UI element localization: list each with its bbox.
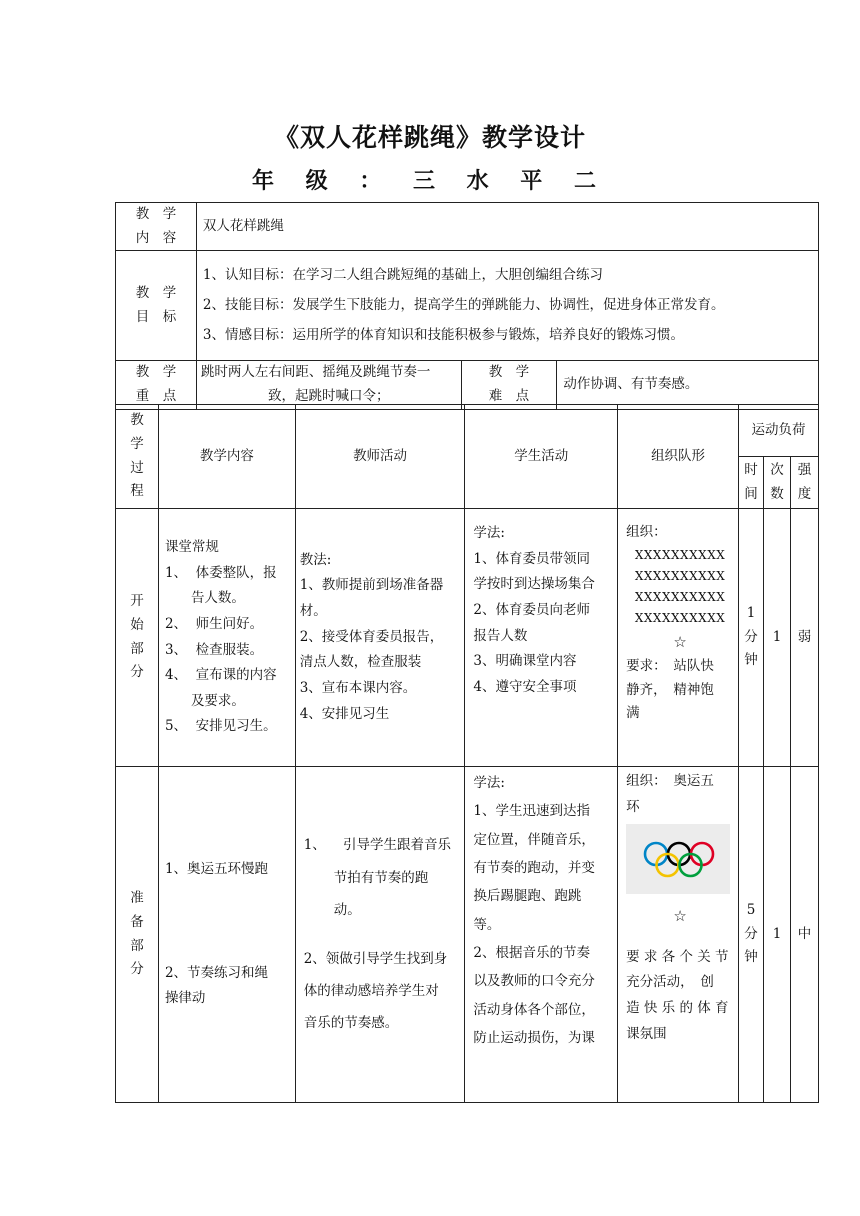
- formation-req-line: 充分活动， 创: [626, 974, 714, 991]
- item-text: 引导学生跟着音乐: [342, 837, 451, 854]
- content-label: [116, 203, 197, 251]
- time-char: 1: [746, 605, 756, 622]
- teacher-line: 音乐的节奏感。: [303, 1015, 399, 1032]
- grade-line: 年 级 ： 三 水 平 二: [252, 168, 608, 194]
- student-line: 3、明确课堂内容: [473, 653, 577, 670]
- section-char: 始: [130, 616, 144, 633]
- student-line: 2、根据音乐的节奏: [473, 945, 591, 962]
- difficulty-label-line: 教 学: [488, 364, 530, 381]
- student-line: 活动身体各个部位，: [473, 1001, 595, 1018]
- formation-row: XXXXXXXXXX: [634, 568, 726, 583]
- prep-teacher: [295, 767, 465, 1103]
- time-char: 时: [744, 461, 758, 478]
- student-title: 学法:: [473, 525, 505, 541]
- time-char: 分: [744, 925, 758, 942]
- student-line: 1、体育委员带领同: [473, 550, 591, 567]
- formation-title: 组织：: [626, 524, 667, 540]
- goals-label-line: 教 学: [135, 285, 177, 302]
- formation-row: XXXXXXXXXX: [634, 547, 726, 562]
- document-title: 《双人花样跳绳》教学设计: [273, 123, 586, 152]
- student-title: 学法:: [473, 775, 505, 791]
- intensity-char: 强: [797, 461, 812, 478]
- section-char: 备: [130, 913, 144, 930]
- count-char: 次: [770, 461, 784, 478]
- student-line: 4、遵守安全事项: [473, 678, 577, 695]
- prep-section-label: [116, 767, 159, 1103]
- student-line: 等。: [473, 916, 501, 933]
- section-char: 分: [130, 664, 144, 681]
- item-number: 1、: [303, 837, 326, 854]
- item-number: 5、: [164, 718, 188, 735]
- student-line: 以及教师的口令充分: [473, 973, 595, 990]
- item-text: 体委整队，报: [195, 564, 277, 581]
- prep-intensity: 中: [790, 767, 818, 1103]
- student-line: 报告人数: [473, 627, 528, 644]
- prep-content: [158, 767, 295, 1103]
- prep-time: [739, 767, 764, 1103]
- formation-req-line: 造 快 乐 的 体 育: [626, 1000, 729, 1017]
- start-formation: [618, 509, 739, 767]
- student-line: 换后踢腿跑、跑跳: [473, 888, 582, 905]
- student-line: 有节奏的跑动，并变: [473, 860, 595, 877]
- formation-req-line: 要 求 各 个 关 节: [626, 948, 729, 965]
- goal-item: 2、技能目标：发展学生下肢能力，提高学生的弹跳能力、协调性，促进身体正常发育。: [202, 296, 725, 313]
- item-number: 1、: [164, 564, 188, 581]
- section-char: 开: [130, 593, 144, 610]
- process-char: 学: [130, 435, 144, 452]
- process-char: 程: [130, 483, 144, 500]
- formation-title: 组织： 奥运五: [626, 773, 714, 789]
- formation-header: 组织队形: [618, 405, 739, 509]
- teacher-item: [304, 829, 461, 861]
- prep-student: [465, 767, 618, 1103]
- time-char: 间: [744, 485, 758, 502]
- teacher-line: 清点人数，检查服装: [299, 654, 422, 671]
- header-row: [116, 405, 819, 457]
- time-char: 钟: [744, 949, 758, 966]
- item-text: 宣布课的内容: [195, 667, 277, 684]
- item-text: 告人数。: [190, 590, 245, 607]
- item-text: 动。: [333, 902, 361, 919]
- focus-value-line: 跳时两人左右间距、摇绳及跳绳节奏一: [200, 364, 431, 381]
- formation-row: XXXXXXXXXX: [634, 589, 726, 604]
- formation-row: XXXXXXXXXX: [634, 610, 726, 625]
- item-text: 节拍有节奏的跑: [333, 869, 429, 886]
- difficulty-label: [461, 361, 557, 409]
- load-header: 运动负荷: [739, 405, 819, 457]
- content-value: 双人花样跳绳: [196, 203, 818, 251]
- formation-req-line: 要求： 站队快: [626, 657, 714, 674]
- prep-row: [116, 767, 819, 1103]
- teacher-line: 体的律动感培养学生对: [303, 982, 439, 999]
- time-char: 钟: [744, 652, 758, 669]
- content-label-line: 教 学: [135, 206, 177, 222]
- focus-value-line: 致，起跳时喊口令；: [267, 387, 390, 404]
- intensity-char: 度: [797, 485, 812, 502]
- section-char: 分: [130, 961, 144, 978]
- start-section-label: [116, 509, 159, 767]
- item-text: 及要求。: [190, 692, 245, 709]
- start-count: 1: [764, 509, 791, 767]
- formation-req-line: 课氛围: [626, 1025, 667, 1042]
- focus-row: [116, 361, 819, 409]
- teacher-line: 3、宣布本课内容。: [299, 679, 417, 696]
- student-line: 1、学生迅速到达指: [473, 803, 591, 820]
- teacher-title: 教法:: [299, 551, 332, 568]
- focus-value: [196, 361, 461, 409]
- student-line: 2、体育委员向老师: [473, 601, 591, 618]
- item-number: 2、: [164, 615, 188, 632]
- prep-count: 1: [764, 767, 791, 1103]
- goal-item: 1、认知目标：在学习二人组合跳短绳的基础上，大胆创编组合练习: [202, 267, 604, 284]
- olympic-rings-image: [626, 824, 730, 894]
- intensity-header: [790, 457, 818, 509]
- item-text: 师生问好。: [195, 615, 264, 632]
- student-header: 学生活动: [465, 405, 618, 509]
- content-label-line: 内 容: [135, 229, 177, 246]
- goal-item: 3、情感目标：运用所学的体育知识和技能积极参与锻炼，培养良好的锻炼习惯。: [202, 326, 685, 343]
- start-intensity: 弱: [790, 509, 818, 767]
- content-item: [165, 714, 289, 740]
- item-text: 安排见习生。: [195, 718, 277, 735]
- focus-label-line: 重 点: [135, 387, 177, 404]
- content-header: 教学内容: [158, 405, 295, 509]
- content-item: [165, 561, 289, 587]
- item-number: 3、: [164, 641, 188, 658]
- goals-label-line: 目 标: [135, 308, 177, 325]
- content-row: [116, 203, 819, 251]
- process-char: 教: [130, 412, 144, 429]
- teacher-line: 1、教师提前到场准备器: [299, 577, 444, 594]
- formation-req-line: 静齐， 精神饱: [626, 681, 714, 698]
- teacher-line: 2、接受体育委员报告，: [299, 628, 444, 645]
- focus-label: [116, 361, 197, 409]
- process-header: [116, 405, 159, 509]
- content-item: 操律动: [164, 990, 206, 1007]
- student-line: 学按时到达操场集合: [473, 576, 595, 593]
- content-item: [165, 612, 289, 638]
- start-student: [465, 509, 618, 767]
- goals-row: [116, 251, 819, 361]
- teacher-line: 2、领做引导学生找到身: [303, 950, 448, 967]
- focus-label-line: 教 学: [135, 364, 177, 381]
- teacher-header: 教师活动: [295, 405, 465, 509]
- count-char: 数: [770, 485, 784, 502]
- difficulty-label-line: 难 点: [488, 387, 530, 404]
- goals-list: [196, 251, 818, 361]
- time-char: 分: [744, 628, 758, 645]
- content-item: [165, 663, 289, 689]
- formation-title: 环: [626, 798, 640, 815]
- item-text: 检查服装。: [195, 641, 264, 658]
- student-line: 防止运动损伤，为课: [473, 1030, 595, 1047]
- process-char: 过: [130, 459, 144, 476]
- section-char: 部: [130, 937, 144, 954]
- section-char: 部: [130, 640, 144, 657]
- content-item: 1、奥运五环慢跑: [164, 861, 269, 878]
- item-number: 4、: [164, 667, 188, 684]
- star-icon: ☆: [673, 907, 687, 926]
- time-char: 5: [746, 902, 756, 919]
- formation-req-line: 满: [626, 705, 640, 722]
- info-table: [115, 202, 819, 410]
- start-content: [158, 509, 295, 767]
- prep-formation: [618, 767, 739, 1103]
- count-header: [764, 457, 791, 509]
- goals-label: [116, 251, 197, 361]
- content-item: 2、节奏练习和绳: [164, 964, 269, 981]
- time-header: [739, 457, 764, 509]
- star-icon: ☆: [673, 632, 687, 651]
- content-title: 课堂常规: [164, 538, 219, 555]
- start-teacher: [295, 509, 465, 767]
- teacher-line: 4、安排见习生: [299, 705, 390, 722]
- process-table: [115, 404, 819, 1103]
- section-char: 准: [130, 890, 144, 907]
- content-item: [165, 638, 289, 664]
- start-row: [116, 509, 819, 767]
- teacher-line: 材。: [299, 603, 327, 620]
- student-line: 定位置，伴随音乐，: [473, 831, 595, 848]
- difficulty-value: 动作协调、有节奏感。: [557, 361, 819, 409]
- start-time: [739, 509, 764, 767]
